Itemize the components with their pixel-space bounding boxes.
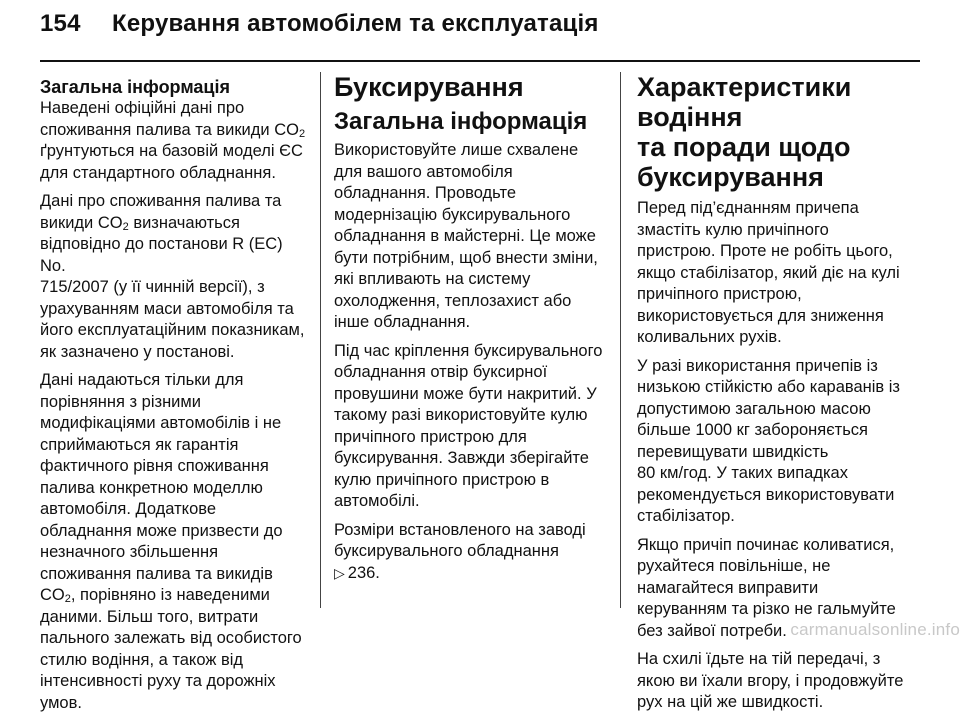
column-divider [320, 72, 321, 608]
paragraph: Перед під’єднанням причепа змастіть кулю причіпного пристрою. Проте не робіть цього, якщо стабілізатор, який діє на кулі причіпного пристрою, використовується для зниження коливальних рухів. [637, 199, 900, 346]
paragraph: Дані надаються тільки для порівняння з різними модифікаціями автомобілів і не сприймаються як гарантія фактичного рівня споживання палива конкретною моделлю автомобіля. Додаткове обладнання може призвести до незначного збільшення споживання палива та викидів $CO_2$, порівняно із наведеними даними. Більш того, витрати пального залежать від особистого стилю водіння, а також від інтенсивності руху та дорожніх умов. [40, 371, 302, 712]
page-reference-link[interactable]: 236. [347, 563, 380, 582]
paragraph: Під час кріплення буксирувального обладнання отвір буксирної провушини може бути накритий. У такому разі використовуйте кулю причіпного пристрою для буксирування. Завжди зберігайте кулю причіпного пристрою в автомобілі. [334, 341, 603, 510]
paragraph: У разі використання причепів із низькою стійкістю або караванів із допустимою загальною масою більше 1000 кг забороняється перевищувати швидкість 80 км/год. У таких випадках рекомендується використовувати стабілізатор. [637, 356, 900, 525]
paragraph: На схилі їдьте на тій передачі, з якою ви їхали вгору, і продовжуйте рух на цій же швидкості. [637, 650, 904, 711]
column-divider [620, 72, 621, 608]
paragraph: Розміри встановленого на заводі буксирувального обладнання ▷ 236. [334, 520, 604, 585]
paragraph: Використовуйте лише схвалене для вашого автомобіля обладнання. Проводьте модернізацію буксирувального обладнання в майстерні. Це може бути потрібним, щоб внести зміни, які впливають на систему охолодження, теплозахист або інше обладнання. [334, 141, 598, 331]
page-reference-arrow-icon: ▷ [334, 564, 345, 581]
chapter-title: Керування автомобілем та експлуатація [112, 10, 599, 37]
header-rule [40, 60, 920, 62]
column-1 [40, 70, 310, 721]
paragraph: Дані про споживання палива та викиди $CO_2$ визначаються відповідно до постанови R (ЕС) No. 715/2007 (у її чинній версії), з урахуванням маси автомобіля та його експлуатаційним показникам, як зазначено у постанові. [40, 192, 305, 361]
column-2 [334, 70, 604, 591]
section-heading: Загальна інформація [334, 108, 588, 135]
page-number: 154 [40, 10, 81, 37]
paragraph: Наведені офіційні дані про споживання палива та викиди $CO_2$ ґрунтуються на базовій моделі ЄС для стандартного обладнання. [40, 99, 306, 182]
paragraph: Якщо причіп починає коливатися, рухайтеся повільніше, не намагайтеся виправити керуванням та різко не гальмуйте без зайвої потреби. [637, 535, 896, 640]
section-title: Характеристики водіння та поради щодо буксирування [637, 72, 852, 192]
chapter-section-title: Буксирування [334, 72, 524, 102]
page-header [40, 10, 599, 38]
section-heading: Загальна інформація [40, 77, 230, 97]
watermark: carmanualsonline.info [790, 620, 960, 639]
